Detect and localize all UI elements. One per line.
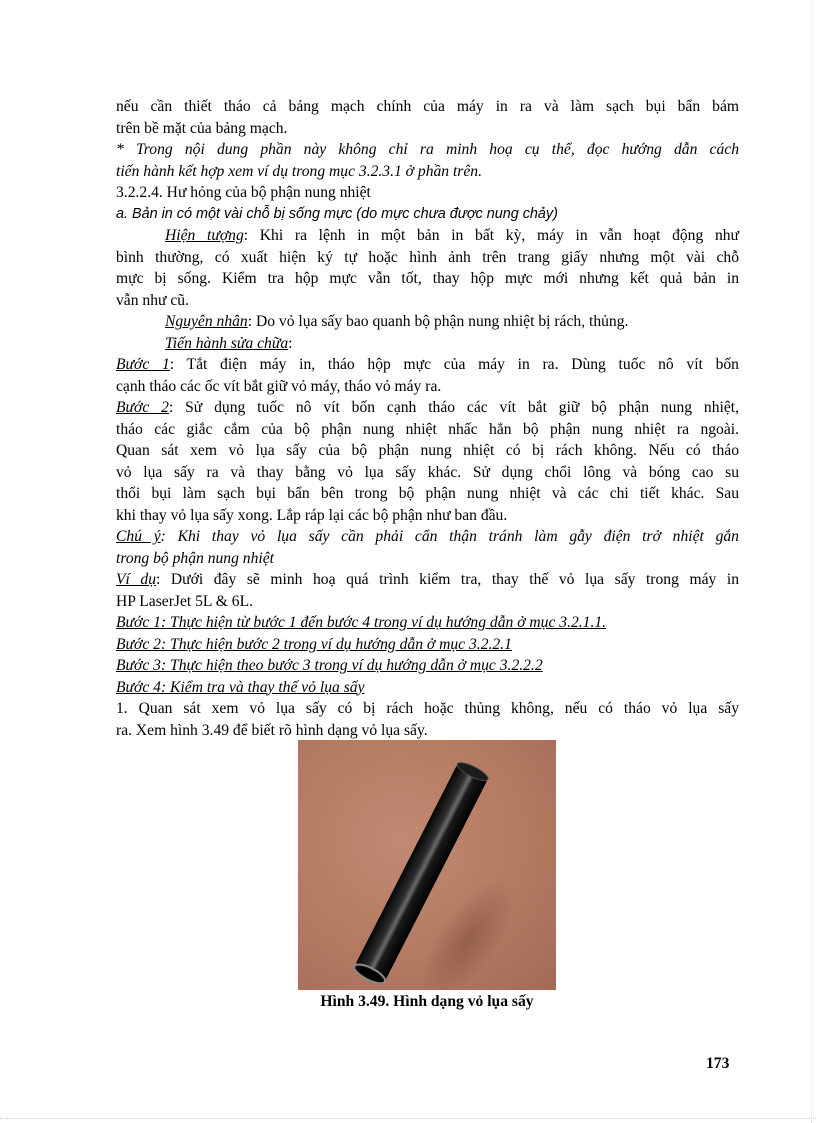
paragraph-line: trên bề mặt của bảng mạch.: [116, 119, 288, 137]
paragraph-line: khi thay vỏ lụa sấy xong. Lắp ráp lại các bộ phận như ban đầu.: [116, 506, 508, 524]
symptom-text: : Khi ra lệnh in một bản in bất kỳ, máy in vẫn hoạt động như: [243, 227, 739, 244]
step-line: [116, 397, 739, 419]
subsection-heading: a. Bản in có một vài chỗ bị sống mực (do mực chưa được nung chảy): [116, 205, 558, 222]
step-1-text: : Tắt điện máy in, tháo hộp mực của máy in ra. Dùng tuốc nô vít bốn: [169, 356, 739, 373]
example-line: [116, 569, 739, 591]
paragraph-line: mực bị sống. Kiểm tra hộp mực vẫn tốt, thay hộp mực mới nhưng kết quả bản in: [116, 270, 739, 287]
footer-rule: [0, 1118, 816, 1120]
repair-label: Tiến hành sửa chữa: [165, 334, 289, 352]
symptom-line: [116, 225, 739, 247]
cause-line: [116, 311, 739, 333]
section-heading: 3.2.2.4. Hư hỏng của bộ phận nung nhiệt: [116, 184, 371, 201]
step-1-label: Bước 1: [116, 356, 170, 373]
note-line: [116, 526, 739, 548]
paragraph-line: 1. Quan sát xem vỏ lụa sấy có bị rách hoặc thủng không, nếu có tháo vỏ lụa sấy: [116, 700, 739, 717]
paragraph-line: ra. Xem hình 3.49 để biết rõ hình dạng vỏ lụa sấy.: [116, 721, 428, 739]
example-step-4: Bước 4: Kiểm tra và thay thế vỏ lụa sấy: [116, 678, 365, 696]
paragraph-line: thổi bụi làm sạch bụi bẩn bên trong bộ phận nung nhiệt và các chi tiết khác. Sau: [116, 485, 739, 502]
paragraph-line: vỏ lụa sấy ra và thay bằng vỏ lụa sấy khác. Sử dụng chổi lông và bóng cao su: [116, 463, 739, 481]
note-text: : Khi thay vỏ lụa sấy cần phải cẩn thận tránh làm gẫy điện trở nhiệt gắn: [160, 528, 739, 545]
symptom-label: Hiện tượng: [165, 227, 244, 244]
note-line: tiến hành kết hợp xem ví dụ trong mục 3.2.3.1 ở phần trên.: [116, 162, 482, 180]
note-label: Chú ý: [116, 528, 161, 545]
example-step-1: Bước 1: Thực hiện từ bước 1 đến bước 4 trong ví dụ hướng dẫn ở mục 3.2.1.1.: [116, 614, 607, 631]
fuser-sleeve-photo: [298, 740, 556, 990]
step-2-text: : Sử dụng tuốc nô vít bốn cạnh tháo các vít bắt giữ bộ phận nung nhiệt,: [168, 399, 739, 416]
example-text: : Dưới đây sẽ minh hoạ quá trình kiểm tra, thay thế vỏ lụa sấy trong máy in: [156, 571, 739, 588]
figure-caption: Hình 3.49. Hình dạng vỏ lụa sấy: [320, 993, 534, 1010]
document-page: [116, 96, 739, 741]
paragraph-line: HP LaserJet 5L & 6L.: [116, 592, 253, 610]
step-line: [116, 354, 739, 376]
paragraph-line: nếu cần thiết tháo cả bảng mạch chính của máy in ra và làm sạch bụi bẩn bám: [116, 98, 739, 115]
fuser-sleeve-illustration: [298, 740, 556, 990]
repair-colon: :: [288, 334, 293, 352]
example-step-3: Bước 3: Thực hiện theo bước 3 trong ví dụ hướng dẫn ở mục 3.2.2.2: [116, 657, 543, 674]
note-line: * Trong nội dung phần này không chỉ ra minh hoạ cụ thể, đọc hướng dẫn cách: [116, 141, 739, 158]
example-step-2: Bước 2: Thực hiện bước 2 trong ví dụ hướng dẫn ở mục 3.2.2.1: [116, 635, 512, 653]
page-number: 173: [706, 1055, 730, 1072]
paragraph-line: vẫn như cũ.: [116, 291, 189, 309]
paragraph-line: bình thường, có xuất hiện ký tự hoặc hình ảnh trên trang giấy nhưng một vài chỗ: [116, 248, 739, 266]
margin-rule: [811, 0, 813, 1123]
paragraph-line: Quan sát xem vỏ lụa sấy của bộ phận nung nhiệt có bị rách không. Nếu có tháo: [116, 442, 739, 459]
example-label: Ví dụ: [116, 571, 157, 588]
paragraph-line: cạnh tháo các ốc vít bắt giữ vỏ máy, tháo vỏ máy ra.: [116, 377, 442, 395]
note-line: trong bộ phận nung nhiệt: [116, 549, 274, 567]
repair-heading: [116, 333, 739, 355]
step-2-label: Bước 2: [116, 399, 169, 416]
cause-text: : Do vỏ lụa sấy bao quanh bộ phận nung nhiệt bị rách, thủng.: [247, 313, 629, 330]
cause-label: Nguyên nhân: [165, 313, 248, 330]
paragraph-line: tháo các giắc cắm của bộ phận nung nhiệt nhấc hẳn bộ phận nung nhiệt ra ngoài.: [116, 420, 739, 438]
